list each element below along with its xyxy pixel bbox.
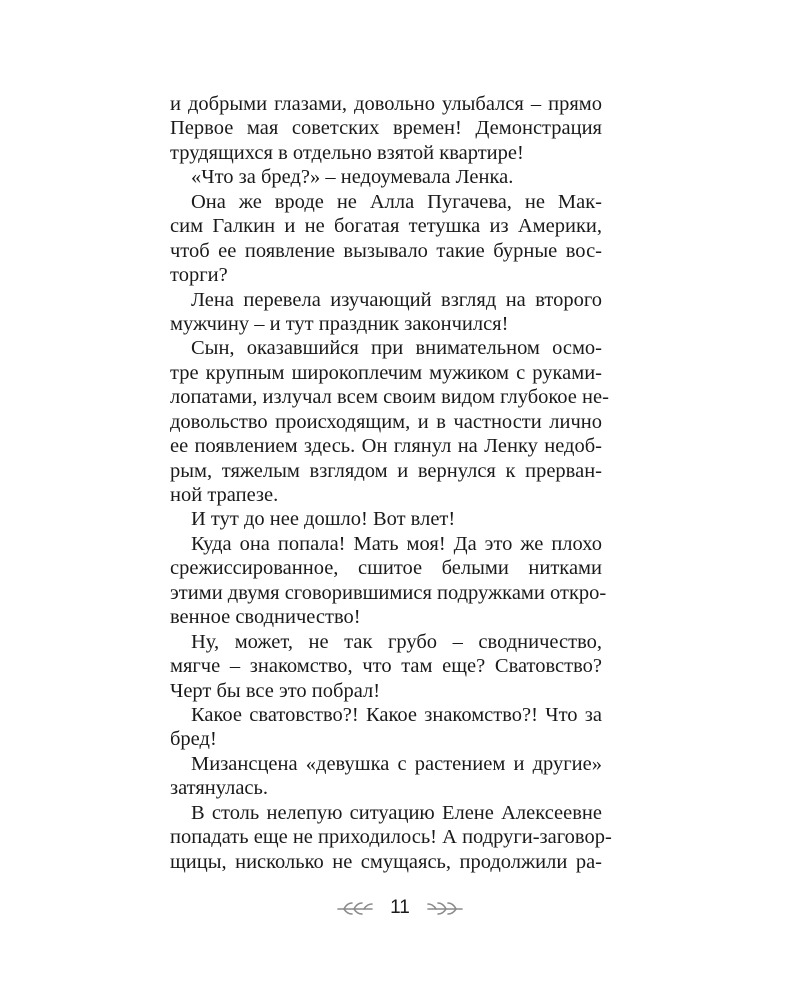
text-line: Она же вроде не Алла Пугачева, не Мак- <box>191 190 602 213</box>
text-line: этими двумя сговорившимися подружками откро- <box>170 581 607 604</box>
text-line: лопатами, излучал всем своим видом глубокое не- <box>170 386 609 409</box>
text-line: и добрыми глазами, довольно улыбался – прямо <box>170 93 602 115</box>
text-line: затянулась. <box>170 777 269 800</box>
text-line: Какое сватовство?! Какое знакомство?! Что за <box>191 703 602 726</box>
text-line: рым, тяжелым взглядом и вернулся к прерван- <box>170 459 602 482</box>
text-line: венное сводничество! <box>170 606 361 629</box>
text-line: Сын, оказавшийся при внимательном осмо- <box>191 337 602 360</box>
text-line: Ну, может, не так грубо – сводничество, <box>191 630 602 653</box>
text-line: ее появлением здесь. Он глянул на Ленку недоб- <box>170 435 602 458</box>
text-line: Лена перевела изучающий взгляд на второго <box>191 288 602 311</box>
text-line: Мизансцена «девушка с растением и другие» <box>191 752 602 775</box>
text-line: попадать еще не приходилось! А подруги-заговор- <box>170 826 612 849</box>
text-line: мужчину – и тут праздник закончился! <box>170 312 509 335</box>
text-line: трудящихся в отдельно взятой квартире! <box>170 141 524 164</box>
text-line: торги? <box>170 264 228 287</box>
text-line: Черт бы все это побрал! <box>170 679 381 702</box>
leaf-sprig-icon <box>424 900 464 916</box>
page-number: 11 <box>390 897 410 918</box>
text-line: тре крупным широкоплечим мужиком с руками- <box>170 361 602 384</box>
text-line: В столь нелепую ситуацию Елене Алексеевне <box>191 801 602 824</box>
text-line: довольство происходящим, и в частности лично <box>170 410 602 433</box>
text-line: срежиссированное, сшитое белыми нитками <box>170 557 602 580</box>
text-line: ной трапезе. <box>170 484 279 506</box>
text-line: И тут до нее дошло! Вот влет! <box>191 508 456 531</box>
text-line: бред! <box>170 728 217 751</box>
text-line: чтоб ее появление вызывало такие бурные вос- <box>170 239 602 262</box>
text-line: мягче – знакомство, что там еще? Сватовство? <box>170 655 602 678</box>
text-line: сим Галкин и не богатая тетушка из Америки, <box>170 215 602 238</box>
text-line: «Что за бред?» – недоумевала Ленка. <box>191 166 514 189</box>
text-line: Куда она попала! Мать моя! Да это же плохо <box>191 532 602 555</box>
leaf-sprig-icon <box>336 900 376 916</box>
body-text <box>170 92 612 874</box>
page-footer <box>0 893 800 923</box>
text-line: Первое мая советских времен! Демонстрация <box>170 117 602 140</box>
text-line: щицы, нисколько не смущаясь, продолжили ра- <box>170 850 602 873</box>
